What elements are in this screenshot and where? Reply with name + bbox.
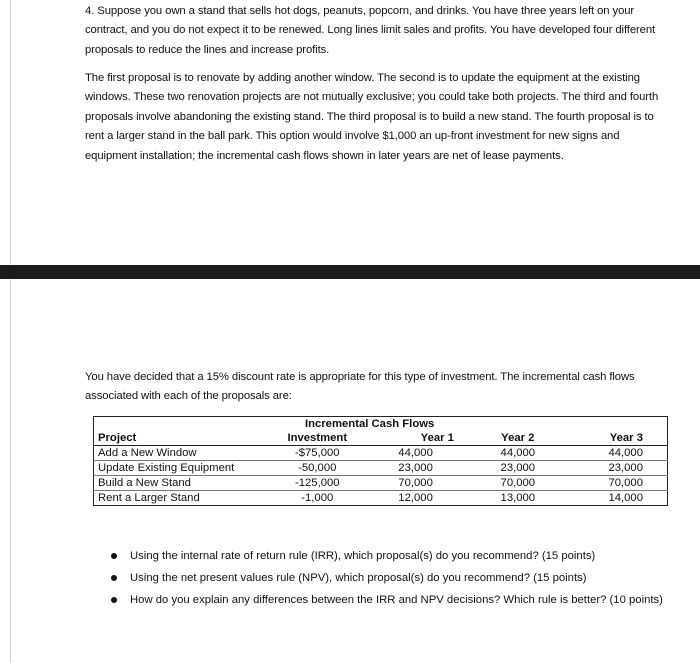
year3-cell: 23,000	[568, 461, 668, 476]
year1-cell: 23,000	[363, 461, 468, 476]
investment-cell: -125,000	[271, 476, 363, 491]
year2-cell: 44,000	[468, 446, 568, 461]
discount-statement: You have decided that a 15% discount rate is appropriate for this type of investment. The incremental cash flows associated with each of the proposals are:	[85, 371, 635, 403]
table-row	[94, 491, 668, 506]
project-name: Add a New Window	[94, 446, 272, 461]
bullet-dot-icon	[111, 597, 117, 603]
investment-cell: -50,000	[271, 461, 363, 476]
year2-cell: 23,000	[468, 461, 568, 476]
bullet-dot-icon	[111, 553, 117, 559]
question-list	[108, 547, 673, 613]
year3-cell: 44,000	[568, 446, 668, 461]
investment-cell: -1,000	[301, 492, 334, 504]
list-item	[108, 591, 673, 609]
bullet-text: Using the net present values rule (NPV), which proposal(s) do you recommend? (15 points)	[130, 572, 587, 584]
cash-flow-table	[93, 416, 668, 506]
left-margin	[0, 0, 10, 663]
list-item	[108, 569, 673, 587]
year3-cell: 14,000	[608, 492, 643, 504]
table-row	[94, 476, 668, 491]
table-row	[94, 461, 668, 476]
project-name: Rent a Larger Stand	[98, 492, 200, 504]
year2-cell: 13,000	[500, 492, 536, 504]
project-name: Update Existing Equipment	[94, 461, 272, 476]
table-row	[94, 446, 668, 461]
header-year-1: Year 1	[363, 431, 468, 446]
header-year-2: Year 2	[468, 431, 568, 446]
bullet-dot-icon	[111, 575, 117, 581]
bullet-text: Using the internal rate of return rule (IRR), which proposal(s) do you recommend? (15 points)	[130, 550, 596, 562]
header-year-3: Year 3	[568, 431, 668, 446]
header-project: Project	[94, 431, 272, 446]
table-caption: Incremental Cash Flows	[304, 418, 435, 430]
year1-cell: 70,000	[363, 476, 468, 491]
question-intro: 4. Suppose you own a stand that sells hot dogs, peanuts, popcorn, and drinks. You have three years left on your contract, and you do not expect it to be renewed. Long lines limit sales and profits. You have developed four different proposals to reduce the lines and increase profits.	[85, 5, 656, 56]
year1-cell: 44,000	[363, 446, 468, 461]
year1-cell: 12,000	[398, 492, 433, 504]
year2-cell: 70,000	[468, 476, 568, 491]
project-name: Build a New Stand	[94, 476, 272, 491]
header-investment: Investment	[271, 431, 363, 446]
table-header-row	[94, 431, 668, 446]
bullet-text: How do you explain any differences between the IRR and NPV decisions? Which rule is better? (10 points)	[130, 594, 663, 606]
year3-cell: 70,000	[568, 476, 668, 491]
question-details: The first proposal is to renovate by adding another window. The second is to update the equipment at the existing windows. These two renovation projects are not mutually exclusive; you could take both projects. The third and fourth proposals involve abandoning the existing stand. The third proposal is to build a new stand. The fourth proposal is to rent a larger stand in the ball park. This option would involve $1,000 an up-front investment for new signs and equipment installation; the incremental cash flows shown in later years are net of lease payments.	[85, 72, 659, 162]
page-divider	[0, 265, 700, 279]
list-item	[108, 547, 673, 565]
investment-cell: -$75,000	[271, 446, 363, 461]
